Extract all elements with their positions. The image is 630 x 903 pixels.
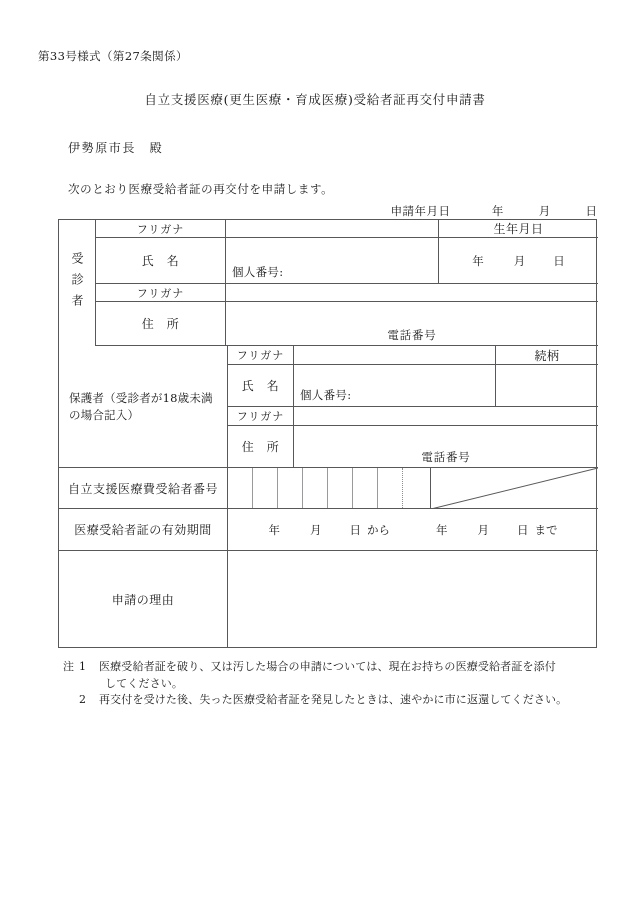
validity-to-day: 日 xyxy=(517,522,529,537)
guardian-name-input[interactable] xyxy=(294,365,496,407)
guardian-address-furigana-label: フリガナ xyxy=(236,410,285,423)
validity-to-month: 月 xyxy=(477,522,489,537)
note-text xyxy=(99,659,603,692)
reason-input[interactable] xyxy=(228,551,598,647)
note-text-line1: 医療受給者証を破り、又は汚した場合の申請については、現在お持ちの医療受給者証を添付 xyxy=(99,660,556,673)
patient-section-label: 受診者 xyxy=(70,251,84,315)
patient-phone-label: 電話番号 xyxy=(387,328,437,342)
guardian-relation-header-cell xyxy=(496,346,598,365)
validity-period-line xyxy=(269,522,558,538)
validity-period-label-cell xyxy=(59,509,228,551)
patient-birthdate-line xyxy=(472,253,565,269)
guardian-name-furigana-label: フリガナ xyxy=(236,349,285,362)
guardian-name-furigana-input[interactable] xyxy=(294,346,496,365)
patient-address-label-cell xyxy=(96,302,226,346)
recipient-number-digit[interactable] xyxy=(303,468,328,508)
guardian-name-label: 氏 名 xyxy=(241,379,280,393)
validity-to-year: 年 xyxy=(436,522,448,537)
validity-period-label: 医療受給者証の有効期間 xyxy=(74,523,212,537)
application-date-line xyxy=(330,203,597,219)
guardian-name-label-cell xyxy=(228,365,294,407)
intro-sentence: 次のとおり医療受給者証の再交付を申請します。 xyxy=(68,182,334,196)
recipient-number-digit[interactable] xyxy=(353,468,378,508)
patient-address-furigana-input[interactable] xyxy=(226,284,598,302)
note-text-line1: 再交付を受けた後、失った医療受給者証を発見したときは、速やかに市に返還してください。 xyxy=(99,693,568,707)
recipient-number-digit[interactable] xyxy=(253,468,278,508)
patient-birthdate-month: 月 xyxy=(513,253,526,268)
application-date-month: 月 xyxy=(538,204,551,218)
application-date-day: 日 xyxy=(585,204,597,218)
recipient-number-digit[interactable] xyxy=(328,468,353,508)
form-number: 第33号様式（第27条関係） xyxy=(38,49,188,63)
recipient-number-digit[interactable] xyxy=(403,468,431,508)
guardian-relation-header: 続柄 xyxy=(534,348,560,363)
note-text-line2: してください。 xyxy=(105,676,184,690)
patient-name-furigana-label: フリガナ xyxy=(136,222,185,236)
note-item xyxy=(63,659,603,692)
note-item xyxy=(63,692,603,709)
notes-block xyxy=(63,659,603,709)
guardian-phone-label: 電話番号 xyxy=(421,450,471,464)
patient-birthdate-input[interactable] xyxy=(439,238,598,284)
patient-name-furigana-input[interactable] xyxy=(226,220,439,238)
patient-birthdate-day: 日 xyxy=(553,253,565,268)
validity-period-input[interactable] xyxy=(228,509,598,551)
note-number: 2 xyxy=(79,693,87,707)
guardian-address-label: 住 所 xyxy=(241,440,280,454)
validity-from-suffix: から xyxy=(367,522,390,537)
patient-name-label-cell xyxy=(96,238,226,284)
validity-to-suffix: まで xyxy=(534,522,558,537)
patient-birthdate-year: 年 xyxy=(472,253,484,268)
guardian-name-furigana-label-cell xyxy=(228,346,294,365)
patient-section-label-cell xyxy=(59,220,96,346)
patient-name-input[interactable] xyxy=(226,238,439,284)
note-mark: 注 xyxy=(63,660,75,673)
guardian-section-label-cell xyxy=(59,346,228,468)
recipient-number-label-cell xyxy=(59,468,228,509)
guardian-my-number-label: 個人番号: xyxy=(300,388,352,402)
guardian-address-input[interactable] xyxy=(294,426,598,468)
patient-birthdate-header-cell xyxy=(439,220,598,238)
reason-label-cell xyxy=(59,551,228,647)
patient-birthdate-header: 生年月日 xyxy=(493,222,544,236)
application-date-label: 申請年月日 xyxy=(390,204,451,218)
patient-address-label: 住 所 xyxy=(141,317,180,331)
recipient-number-boxes[interactable] xyxy=(228,468,598,509)
application-table xyxy=(58,219,597,648)
patient-address-furigana-label: フリガナ xyxy=(136,286,185,300)
guardian-address-furigana-label-cell xyxy=(228,407,294,426)
recipient-number-digit[interactable] xyxy=(228,468,253,508)
recipient-number-strikethrough xyxy=(431,468,598,509)
patient-name-furigana-label-cell xyxy=(96,220,226,238)
validity-from-month: 月 xyxy=(310,522,322,537)
guardian-address-furigana-input[interactable] xyxy=(294,407,598,426)
guardian-section-label: 保護者（受診者が18歳未満の場合記入） xyxy=(69,390,213,422)
guardian-address-label-cell xyxy=(228,426,294,468)
reason-label: 申請の理由 xyxy=(111,592,175,607)
patient-address-input[interactable] xyxy=(226,302,598,346)
validity-from-day: 日 xyxy=(349,522,361,537)
addressee: 伊勢原市長 殿 xyxy=(68,141,164,155)
guardian-relation-input[interactable] xyxy=(496,365,598,407)
application-date-year: 年 xyxy=(491,204,504,218)
patient-address-furigana-label-cell xyxy=(96,284,226,302)
note-text xyxy=(99,692,603,709)
patient-name-label: 氏 名 xyxy=(141,254,180,268)
document-title: 自立支援医療(更生医療・育成医療)受給者証再交付申請書 xyxy=(144,92,486,107)
validity-from-year: 年 xyxy=(268,522,280,537)
note-number: 1 xyxy=(79,660,87,673)
recipient-number-digit[interactable] xyxy=(278,468,303,508)
patient-my-number-label: 個人番号: xyxy=(232,265,284,279)
recipient-number-label: 自立支援医療費受給者番号 xyxy=(67,481,218,496)
recipient-number-digit[interactable] xyxy=(378,468,403,508)
